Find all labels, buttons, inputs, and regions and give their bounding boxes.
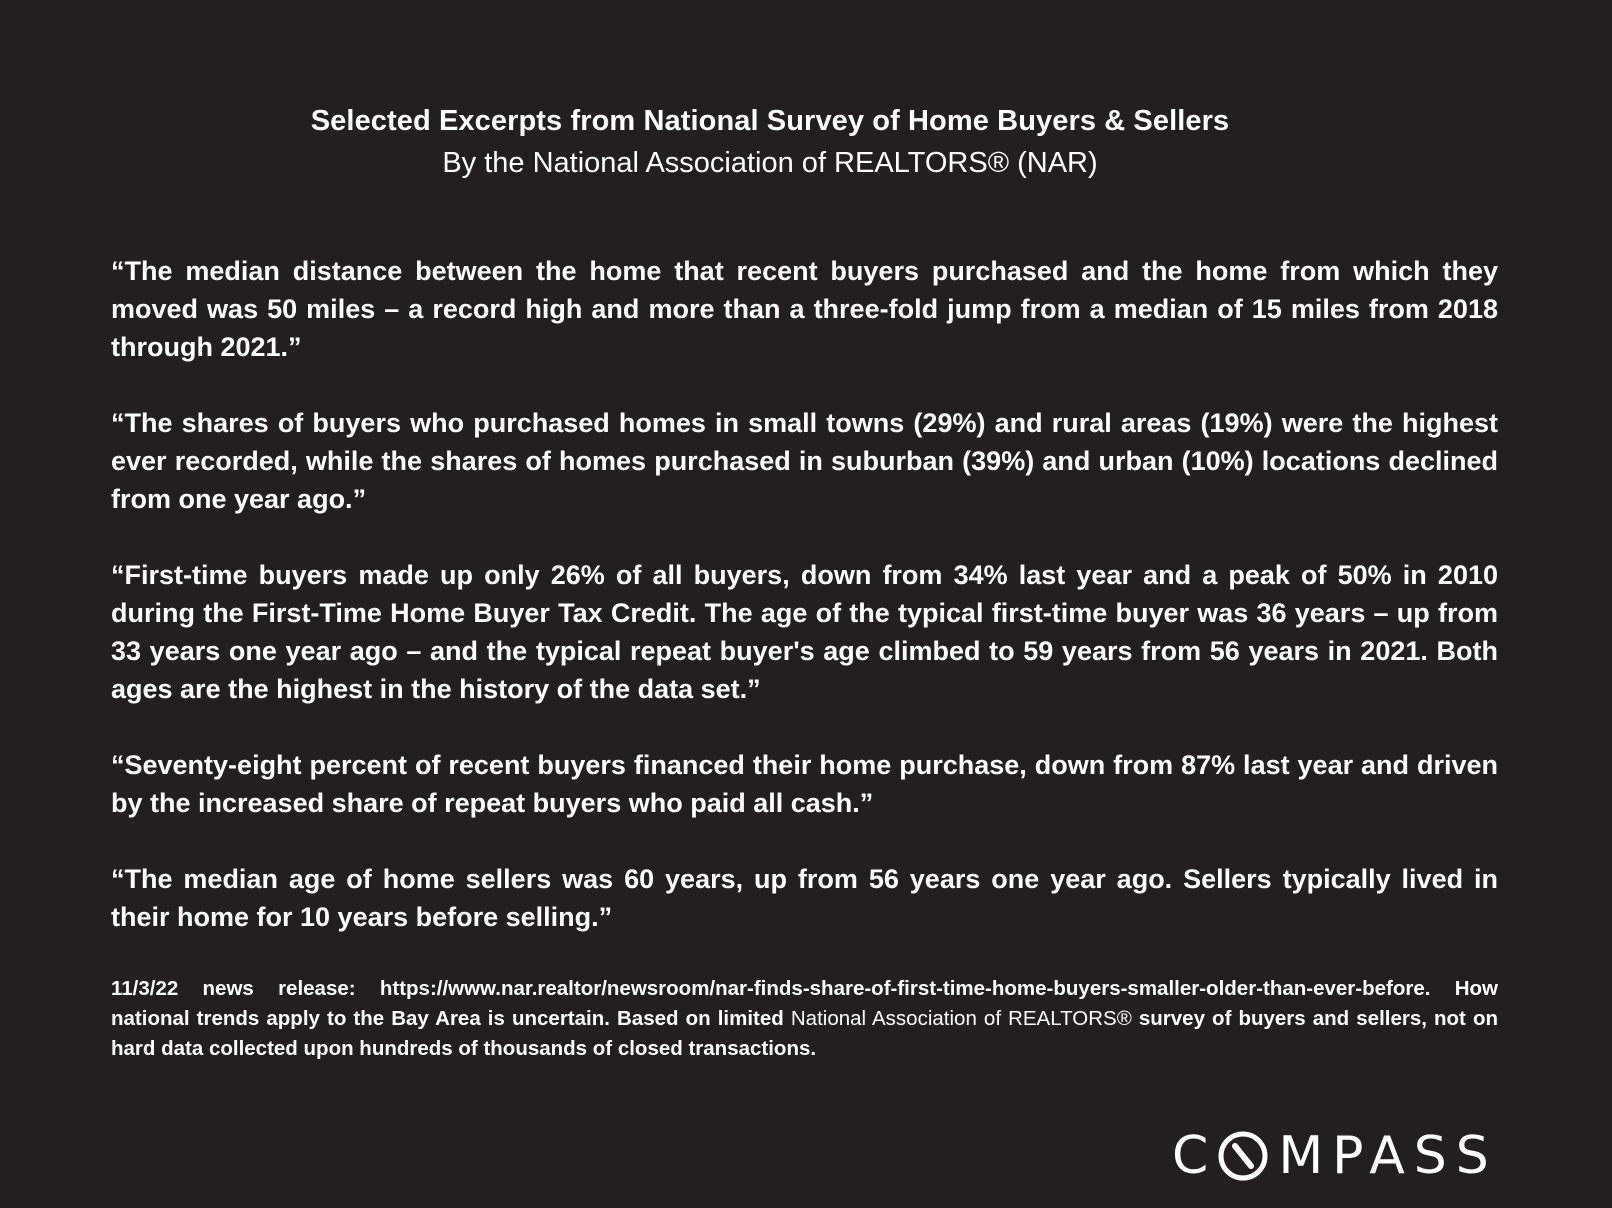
logo-text-start: C (1172, 1126, 1218, 1186)
quote-financing: “Seventy-eight percent of recent buyers financed their home purchase, down from 87% last year and driven by the increased share of repeat buyers who paid all cash.” (111, 750, 1498, 818)
page-title: Selected Excerpts from National Survey of Home Buyers & Sellers (310, 105, 1230, 137)
quote-first-time-buyers: “First-time buyers made up only 26% of all buyers, down from 34% last year and a peak of 50% in 2010 during the First-Time Home Buyer Tax Credit. The age of the typical first-time buyer was 36 years – up from 33 years one year ago – and the typical repeat buyer's age climbed to 59 years from 56 years in 2021. Both ages are the highest in the history of the data set.” (111, 560, 1498, 704)
compass-o-icon (1217, 1130, 1269, 1182)
quote-location-shares: “The shares of buyers who purchased homes in small towns (29%) and rural areas (19%) were the highest ever recorded, while the shares of homes purchased in suburban (39%) and urban (10%) locations declined from one year ago.” (111, 408, 1498, 514)
footnote-part-2: National Association of REALTORS® (790, 1007, 1132, 1030)
footnote-part-3: survey of buyers and sellers, not on hard data collected upon hundreds of thousands of closed transactions. (111, 1007, 1498, 1060)
page-header (0, 100, 1540, 184)
source-footnote (111, 974, 1498, 1064)
quote-distance: “The median distance between the home that recent buyers purchased and the home from which they moved was 50 miles – a record high and more than a three-fold jump from a median of 15 miles from 2018 through 2021.” (111, 256, 1498, 362)
excerpts-list (111, 252, 1498, 1064)
quote-sellers: “The median age of home sellers was 60 years, up from 56 years one year ago. Sellers typically lived in their home for 10 years before selling.” (111, 864, 1498, 932)
compass-logo (1172, 1128, 1498, 1184)
page-subtitle: By the National Association of REALTORS® (NAR) (442, 147, 1098, 179)
logo-text-end: MPASS (1278, 1126, 1498, 1186)
footnote-part-1: 11/3/22 news release: https://www.nar.realtor/newsroom/nar-finds-share-of-first-time-home-buyers-smaller-older-than-ever-before. How national trends apply to the Bay Area is uncertain. Based on limited (111, 977, 1498, 1030)
